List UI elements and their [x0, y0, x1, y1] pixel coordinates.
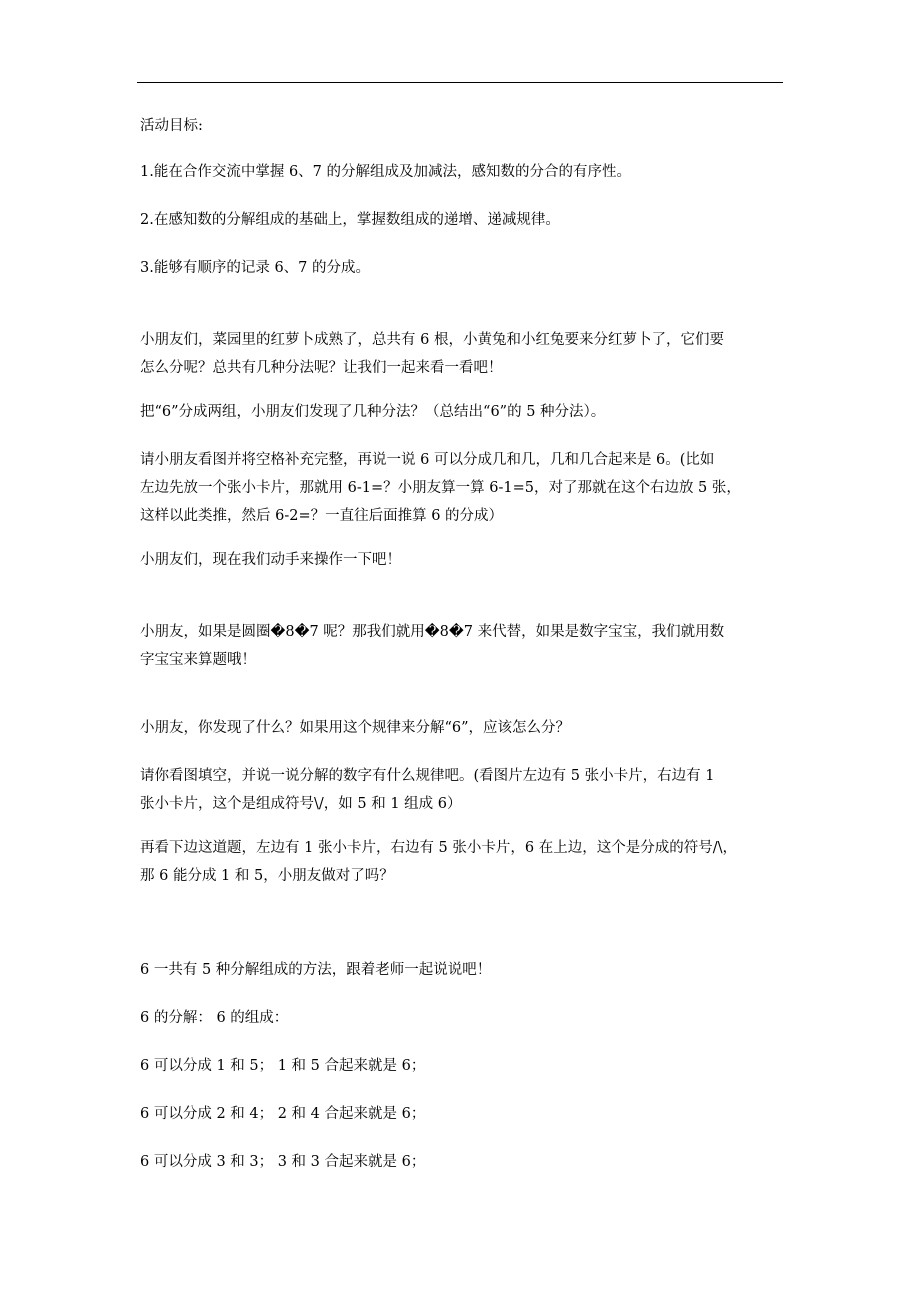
- paragraph-line: 把“6”分成两组，小朋友们发现了几种分法？（总结出“6”的 5 种分法）。: [140, 404, 606, 420]
- paragraph-line: 小朋友们，菜园里的红萝卜成熟了，总共有 6 根，小黄兔和小红兔要来分红萝卜了，它们要: [140, 332, 724, 348]
- paragraph-line: 张小卡片，这个是组成符号\/，如 5 和 1 组成 6）: [140, 796, 462, 812]
- paragraph-line: 6 的分解： 6 的组成：: [140, 1010, 289, 1026]
- paragraph-line: 6 一共有 5 种分解组成的方法，跟着老师一起说说吧！: [140, 962, 492, 978]
- next-problem-paragraph: [140, 834, 790, 890]
- paragraph-line: 活动目标:: [140, 118, 203, 134]
- five-methods-paragraph: [140, 956, 790, 984]
- paragraph-line: 小朋友，如果是圆圈�8�7 呢？那我们就用�8�7 来代替，如果是数字宝宝，我们就用数: [140, 624, 725, 640]
- paragraph-line: 字宝宝来算题哦！: [140, 652, 256, 668]
- split-line-3-3: [140, 1148, 790, 1176]
- paragraph-line: 怎么分呢？总共有几种分法呢？让我们一起来看一看吧！: [140, 360, 503, 376]
- goal-item-1: [140, 158, 790, 186]
- paragraph-line: 6 可以分成 2 和 4； 2 和 4 合起来就是 6；: [140, 1106, 426, 1122]
- hands-on-paragraph: [140, 546, 790, 574]
- goal-item-2: [140, 206, 790, 234]
- goals-heading: [140, 112, 790, 140]
- paragraph-line: 请小朋友看图并将空格补充完整，再说一说 6 可以分成几和几，几和几合起来是 6。(比如: [140, 452, 715, 468]
- paragraph-line: 6 可以分成 3 和 3； 3 和 3 合起来就是 6；: [140, 1154, 426, 1170]
- split-line-1-5: [140, 1052, 790, 1080]
- paragraph-line: 请你看图填空，并说一说分解的数字有什么规律吧。(看图片左边有 5 张小卡片，右边有 1: [140, 768, 715, 784]
- split-question-paragraph: [140, 398, 790, 426]
- paragraph-line: 1.能在合作交流中掌握 6、7 的分解组成及加减法，感知数的分合的有序性。: [140, 164, 632, 180]
- circle-paragraph: [140, 618, 790, 674]
- paragraph-line: 小朋友们，现在我们动手来操作一下吧！: [140, 552, 401, 568]
- paragraph-line: 3.能够有顺序的记录 6、7 的分成。: [140, 260, 371, 276]
- fill-in-paragraph: [140, 446, 790, 530]
- paragraph-line: 左边先放一个张小卡片，那就用 6-1=？小朋友算一算 6-1=5，对了那就在这个右边放 5 张，: [140, 480, 741, 496]
- decompose-heading: [140, 1004, 790, 1032]
- header-rule: [137, 82, 783, 83]
- paragraph-line: 再看下边这道题，左边有 1 张小卡片，右边有 5 张小卡片，6 在上边，这个是分成的符号/\，: [140, 840, 737, 856]
- goal-item-3: [140, 254, 790, 282]
- paragraph-line: 这样以此类推，然后 6-2=？一直往后面推算 6 的分成）: [140, 508, 504, 524]
- paragraph-line: 2.在感知数的分解组成的基础上，掌握数组成的递增、递减规律。: [140, 212, 560, 228]
- story-paragraph: [140, 326, 790, 382]
- discover-paragraph: [140, 714, 790, 742]
- paragraph-line: 小朋友，你发现了什么？如果用这个规律来分解“6”，应该怎么分？: [140, 720, 571, 736]
- paragraph-line: 6 可以分成 1 和 5； 1 和 5 合起来就是 6；: [140, 1058, 426, 1074]
- split-line-2-4: [140, 1100, 790, 1128]
- picture-fill-paragraph: [140, 762, 790, 818]
- paragraph-line: 那 6 能分成 1 和 5，小朋友做对了吗？: [140, 868, 394, 884]
